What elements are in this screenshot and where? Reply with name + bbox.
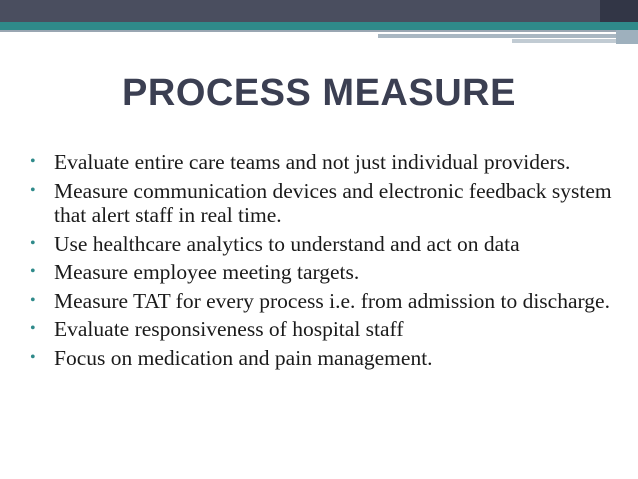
bullet-text: Focus on medication and pain management. — [54, 345, 433, 370]
bullet-text: Measure employee meeting targets. — [54, 260, 360, 284]
bullet-text: Measure communication devices and electronic feedback system that alert staff in real time. — [54, 178, 612, 227]
bullet-dot-icon: • — [30, 291, 36, 309]
bullet-dot-icon: • — [30, 153, 36, 170]
bullet-dot-icon: • — [30, 234, 36, 252]
slide-title: PROCESS MEASURE — [122, 72, 516, 114]
bullet-item — [30, 150, 620, 175]
header-band-dark — [0, 0, 638, 22]
header-band-corner — [600, 0, 638, 22]
bullet-item — [30, 260, 620, 285]
bullet-dot-icon: • — [30, 348, 36, 366]
header-stripe-b — [378, 34, 638, 38]
bullet-item — [30, 179, 620, 228]
bullet-dot-icon: • — [30, 320, 36, 337]
bullet-item — [30, 232, 620, 257]
bullet-list — [30, 150, 620, 374]
bullet-item — [30, 289, 620, 314]
bullet-text: Evaluate entire care teams and not just individual providers. — [54, 150, 571, 174]
bullet-dot-icon: • — [30, 181, 36, 199]
bullet-text: Measure TAT for every process i.e. from admission to discharge. — [54, 288, 610, 313]
bullet-text: Evaluate responsiveness of hospital staff — [54, 317, 404, 341]
header-stripe-corner — [616, 30, 638, 44]
bullet-item — [30, 317, 620, 342]
bullet-item — [30, 346, 620, 371]
header-band-teal — [0, 22, 638, 30]
header-stripe — [0, 30, 638, 32]
bullet-text: Use healthcare analytics to understand and act on data — [54, 231, 520, 256]
bullet-dot-icon: • — [30, 263, 36, 280]
